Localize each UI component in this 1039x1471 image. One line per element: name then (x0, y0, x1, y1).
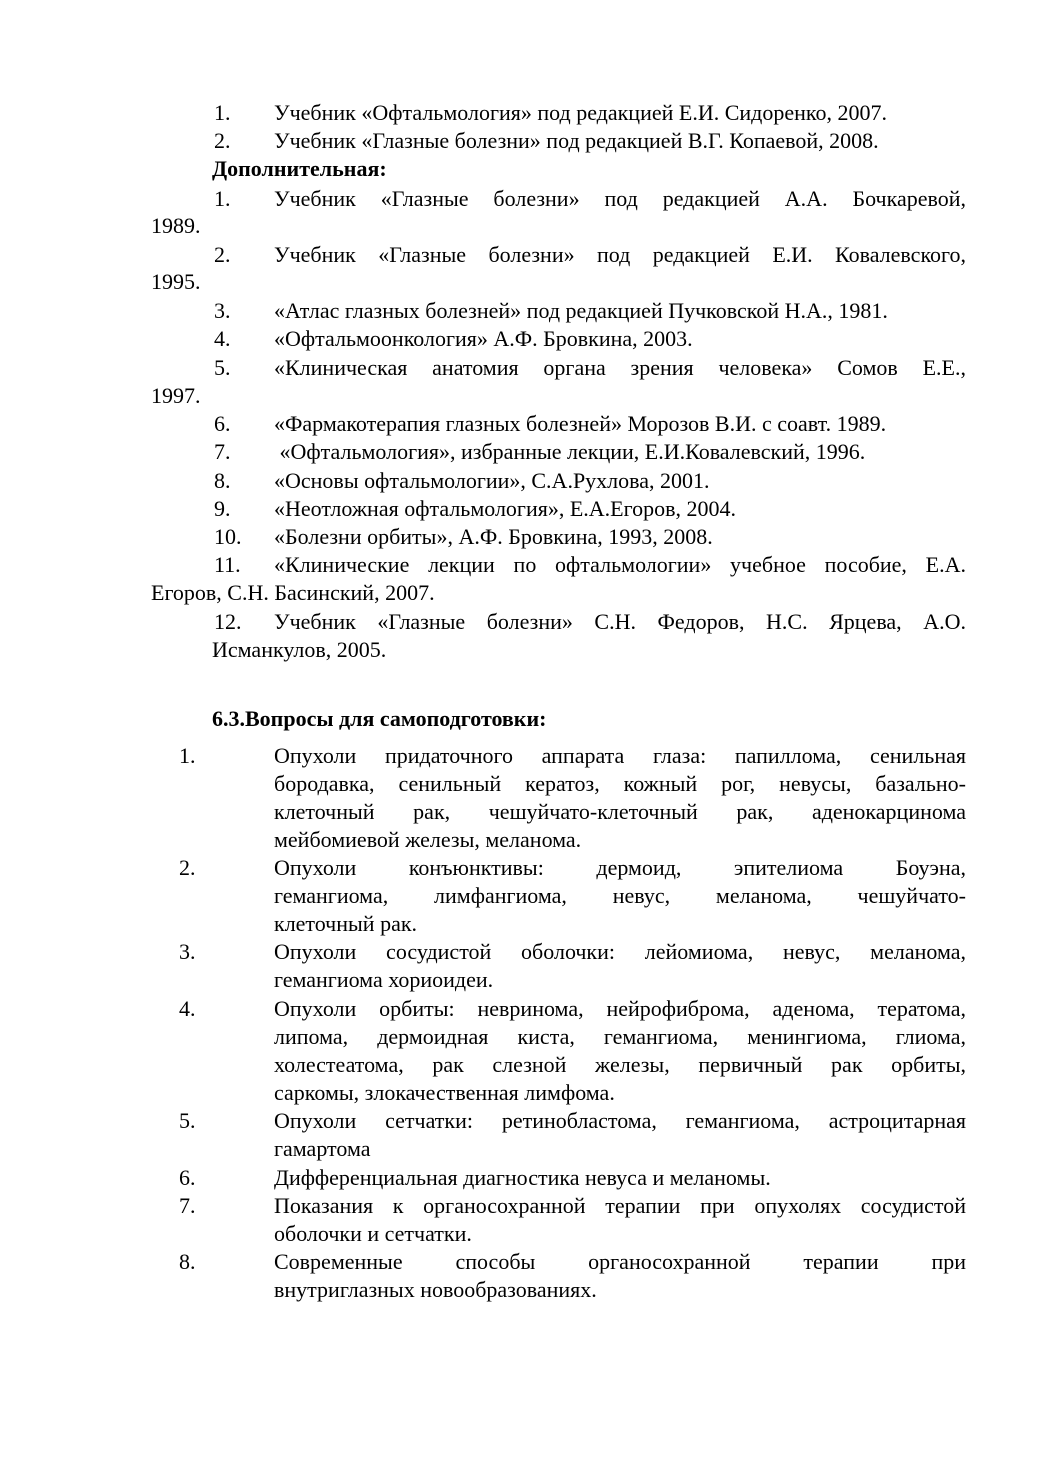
list-item-text: «Основы офтальмологии», С.А.Рухлова, 2001. (274, 468, 710, 493)
question-number: 8. (179, 1249, 196, 1274)
questions-heading: 6.3.Вопросы для самоподготовки: (212, 706, 547, 731)
additional-heading: Дополнительная: (212, 156, 387, 181)
question-number: 5. (179, 1108, 196, 1133)
question-number: 3. (179, 939, 196, 964)
question-text-line: Опухоли орбиты: невринома, нейрофиброма, аденома, тератома, (274, 996, 966, 1021)
list-item-text: «Офтальмоонкология» А.Ф. Бровкина, 2003. (274, 326, 693, 351)
list-number: 6. (214, 411, 231, 436)
list-item-text: «Атлас глазных болезней» под редакцией Пучковской Н.А., 1981. (274, 298, 888, 323)
list-item-text: Учебник «Глазные болезни» С.Н. Федоров, Н.С. Ярцева, А.О. (274, 609, 966, 634)
list-item-text: Учебник «Глазные болезни» под редакцией Е.И. Ковалевского, (274, 242, 966, 267)
question-text-line: внутриглазных новообразованиях. (274, 1277, 597, 1302)
list-item-text-wrap: 1989. (151, 213, 201, 238)
question-number: 2. (179, 855, 196, 880)
question-text-line: липома, дермоидная киста, гемангиома, менингиома, глиома, (274, 1024, 966, 1049)
list-number: 5. (214, 355, 231, 380)
list-item-text: Учебник «Офтальмология» под редакцией Е.И. Сидоренко, 2007. (274, 100, 887, 125)
question-number: 7. (179, 1193, 196, 1218)
question-number: 4. (179, 996, 196, 1021)
question-text-line: мейбомиевой железы, меланома. (274, 827, 582, 852)
list-number: 3. (214, 298, 231, 323)
list-number: 9. (214, 496, 231, 521)
question-text-line: холестеатома, рак слезной железы, первичный рак орбиты, (274, 1052, 966, 1077)
list-item-text: «Болезни орбиты», А.Ф. Бровкина, 1993, 2008. (274, 524, 713, 549)
question-text-line: Опухоли сетчатки: ретинобластома, гемангиома, астроцитарная (274, 1108, 966, 1133)
question-text-line: Опухоли сосудистой оболочки: лейомиома, невус, меланома, (274, 939, 966, 964)
question-text-line: Опухоли конъюнктивы: дермоид, эпителиома Боуэна, (274, 855, 966, 880)
list-item-text-wrap: Исманкулов, 2005. (212, 637, 387, 662)
question-number: 6. (179, 1165, 196, 1190)
question-text-line: саркомы, злокачественная лимфома. (274, 1080, 615, 1105)
list-item-text: «Клинические лекции по офтальмологии» учебное пособие, Е.А. (274, 552, 966, 577)
list-item-text-wrap: Егоров, С.Н. Басинский, 2007. (151, 580, 435, 605)
list-item-text-wrap: 1997. (151, 383, 201, 408)
question-text-line: Показания к органосохранной терапии при опухолях сосудистой (274, 1193, 966, 1218)
list-item-text: «Фармакотерапия глазных болезней» Морозов В.И. с соавт. 1989. (274, 411, 887, 436)
list-number: 2. (214, 242, 231, 267)
question-text-line: бородавка, сенильный кератоз, кожный рог, невусы, базально- (274, 771, 966, 796)
list-item-text: «Клиническая анатомия органа зрения человека» Сомов Е.Е., (274, 355, 966, 380)
question-number: 1. (179, 743, 196, 768)
question-text-line: Опухоли придаточного аппарата глаза: папиллома, сенильная (274, 743, 966, 768)
list-item-text: «Офтальмология», избранные лекции, Е.И.Ковалевский, 1996. (274, 439, 866, 464)
question-text-line: гемангиома хориоидеи. (274, 967, 494, 992)
list-number: 7. (214, 439, 231, 464)
list-number: 4. (214, 326, 231, 351)
question-text-line: оболочки и сетчатки. (274, 1221, 472, 1246)
question-text-line: Дифференциальная диагностика невуса и меланомы. (274, 1165, 771, 1190)
list-item-text: Учебник «Глазные болезни» под редакцией А.А. Бочкаревой, (274, 186, 966, 211)
list-item-text: Учебник «Глазные болезни» под редакцией В.Г. Копаевой, 2008. (274, 128, 879, 153)
list-number: 2. (214, 128, 231, 153)
list-item-text: «Неотложная офтальмология», Е.А.Егоров, 2004. (274, 496, 736, 521)
list-item-text-wrap: 1995. (151, 269, 201, 294)
question-text-line: Современные способы органосохранной терапии при (274, 1249, 966, 1274)
list-number: 12. (214, 609, 242, 634)
question-text-line: клеточный рак, чешуйчато-клеточный рак, аденокарцинома (274, 799, 966, 824)
question-text-line: гемангиома, лимфангиома, невус, меланома, чешуйчато- (274, 883, 966, 908)
question-text-line: гамартома (274, 1136, 371, 1161)
list-number: 1. (214, 186, 231, 211)
list-number: 8. (214, 468, 231, 493)
list-number: 10. (214, 524, 242, 549)
list-number: 1. (214, 100, 231, 125)
question-text-line: клеточный рак. (274, 911, 418, 936)
list-number: 11. (214, 552, 241, 577)
